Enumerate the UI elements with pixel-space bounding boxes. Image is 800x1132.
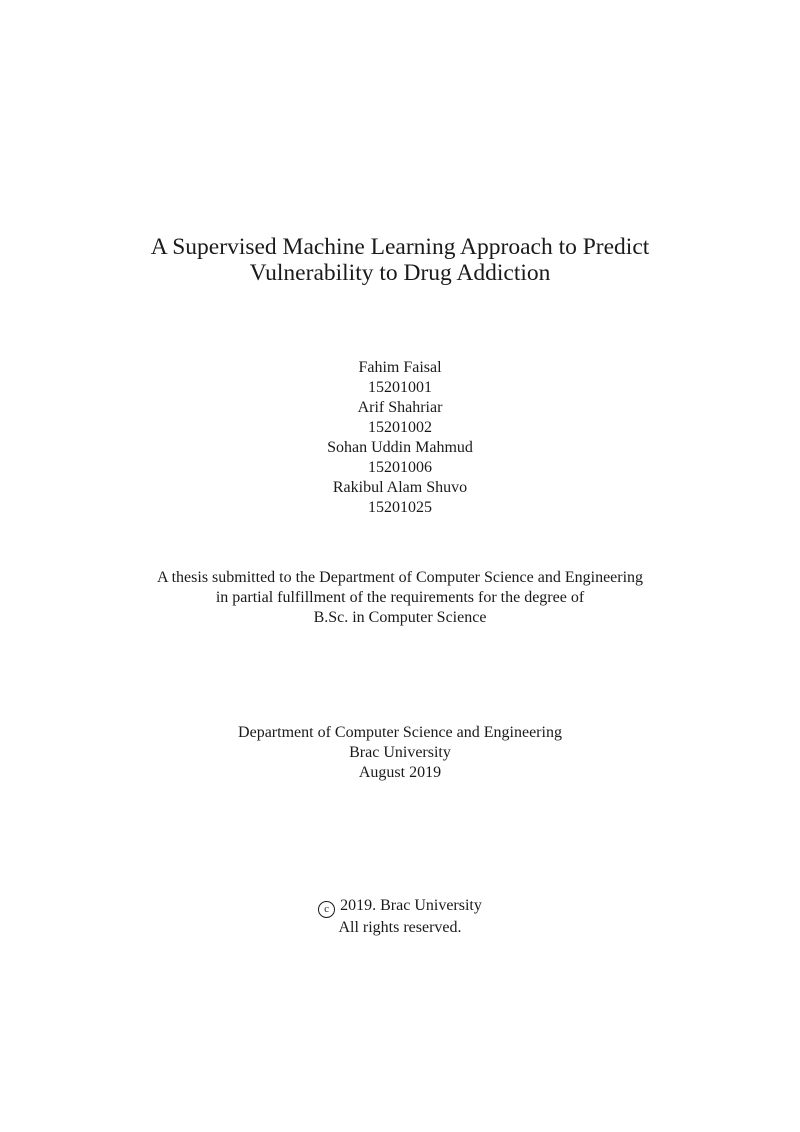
rights-reserved: All rights reserved. [338,919,462,936]
author-id: 15201006 [368,459,432,476]
author-id: 15201002 [368,419,432,436]
author-id: 15201025 [368,499,432,516]
author-list [0,358,800,518]
copyright-icon: c [318,901,335,918]
university-name: Brac University [349,744,451,761]
thesis-title-line-1: A Supervised Machine Learning Approach to Predict [150,234,650,260]
institution-info [0,723,800,783]
author-name: Sohan Uddin Mahmud [327,439,473,456]
author-name: Fahim Faisal [358,359,442,376]
author-name: Rakibul Alam Shuvo [332,479,468,496]
submission-statement [0,568,800,628]
author-id: 15201001 [368,379,432,396]
submission-date: August 2019 [358,764,442,781]
author-name: Arif Shahriar [357,399,443,416]
statement-line-2: in partial fulfillment of the requirements for the degree of [215,589,585,606]
statement-line-1: A thesis submitted to the Department of Computer Science and Engineering [156,569,644,586]
copyright-line [0,896,800,918]
thesis-title-line-2: Vulnerability to Drug Addiction [249,260,551,286]
statement-line-3: B.Sc. in Computer Science [313,609,487,626]
thesis-title [0,234,800,286]
copyright-text: 2019. Brac University [340,897,482,914]
copyright-notice [0,896,800,938]
department-name: Department of Computer Science and Engineering [238,724,562,741]
